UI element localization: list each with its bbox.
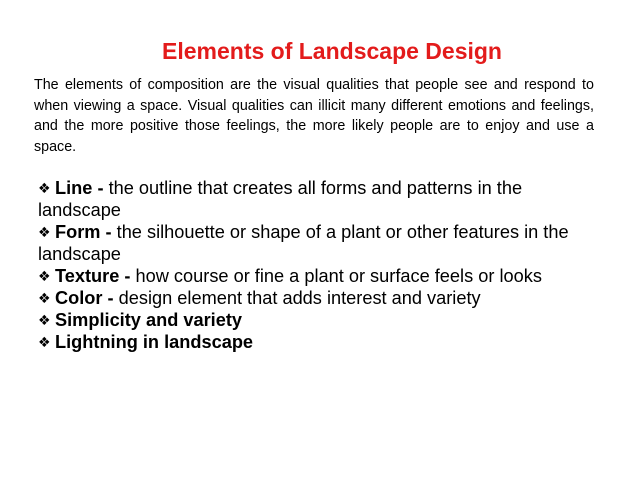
bullet-item-line xyxy=(38,177,603,221)
bullet-term: Line - xyxy=(55,178,109,198)
bullet-text: design element that adds interest and variety xyxy=(118,288,481,308)
diamond-bullet-icon: ❖ xyxy=(38,268,51,284)
bullet-term: Simplicity and variety xyxy=(55,310,242,330)
bullet-term: Texture - xyxy=(55,266,136,286)
bullet-text: the outline that creates all forms and patterns in the landscape xyxy=(38,178,523,220)
diamond-bullet-icon: ❖ xyxy=(38,334,51,350)
bullet-list xyxy=(38,177,603,353)
bullet-text: the silhouette or shape of a plant or other features in the landscape xyxy=(38,222,569,264)
diamond-bullet-icon: ❖ xyxy=(38,312,51,328)
bullet-term: Form - xyxy=(55,222,117,242)
bullet-term: Lightning in landscape xyxy=(55,332,254,352)
bullet-item-color xyxy=(38,287,603,309)
bullet-term: Color - xyxy=(55,288,119,308)
slide-title: Elements of Landscape Design xyxy=(162,38,502,64)
bullet-item-texture xyxy=(38,265,603,287)
intro-paragraph: The elements of composition are the visual qualities that people see and respond to when viewing a space. Visual qualities can illicit many different emotions and feelings, and the more positive those feelings, the more likely people are to enjoy and use a space. xyxy=(34,77,594,155)
diamond-bullet-icon: ❖ xyxy=(38,180,51,196)
diamond-bullet-icon: ❖ xyxy=(38,224,51,240)
bullet-item-form xyxy=(38,221,603,265)
bullet-item-lightning xyxy=(38,331,603,353)
bullet-text: how course or fine a plant or surface feels or looks xyxy=(135,266,542,286)
diamond-bullet-icon: ❖ xyxy=(38,290,51,306)
bullet-item-simplicity xyxy=(38,309,603,331)
